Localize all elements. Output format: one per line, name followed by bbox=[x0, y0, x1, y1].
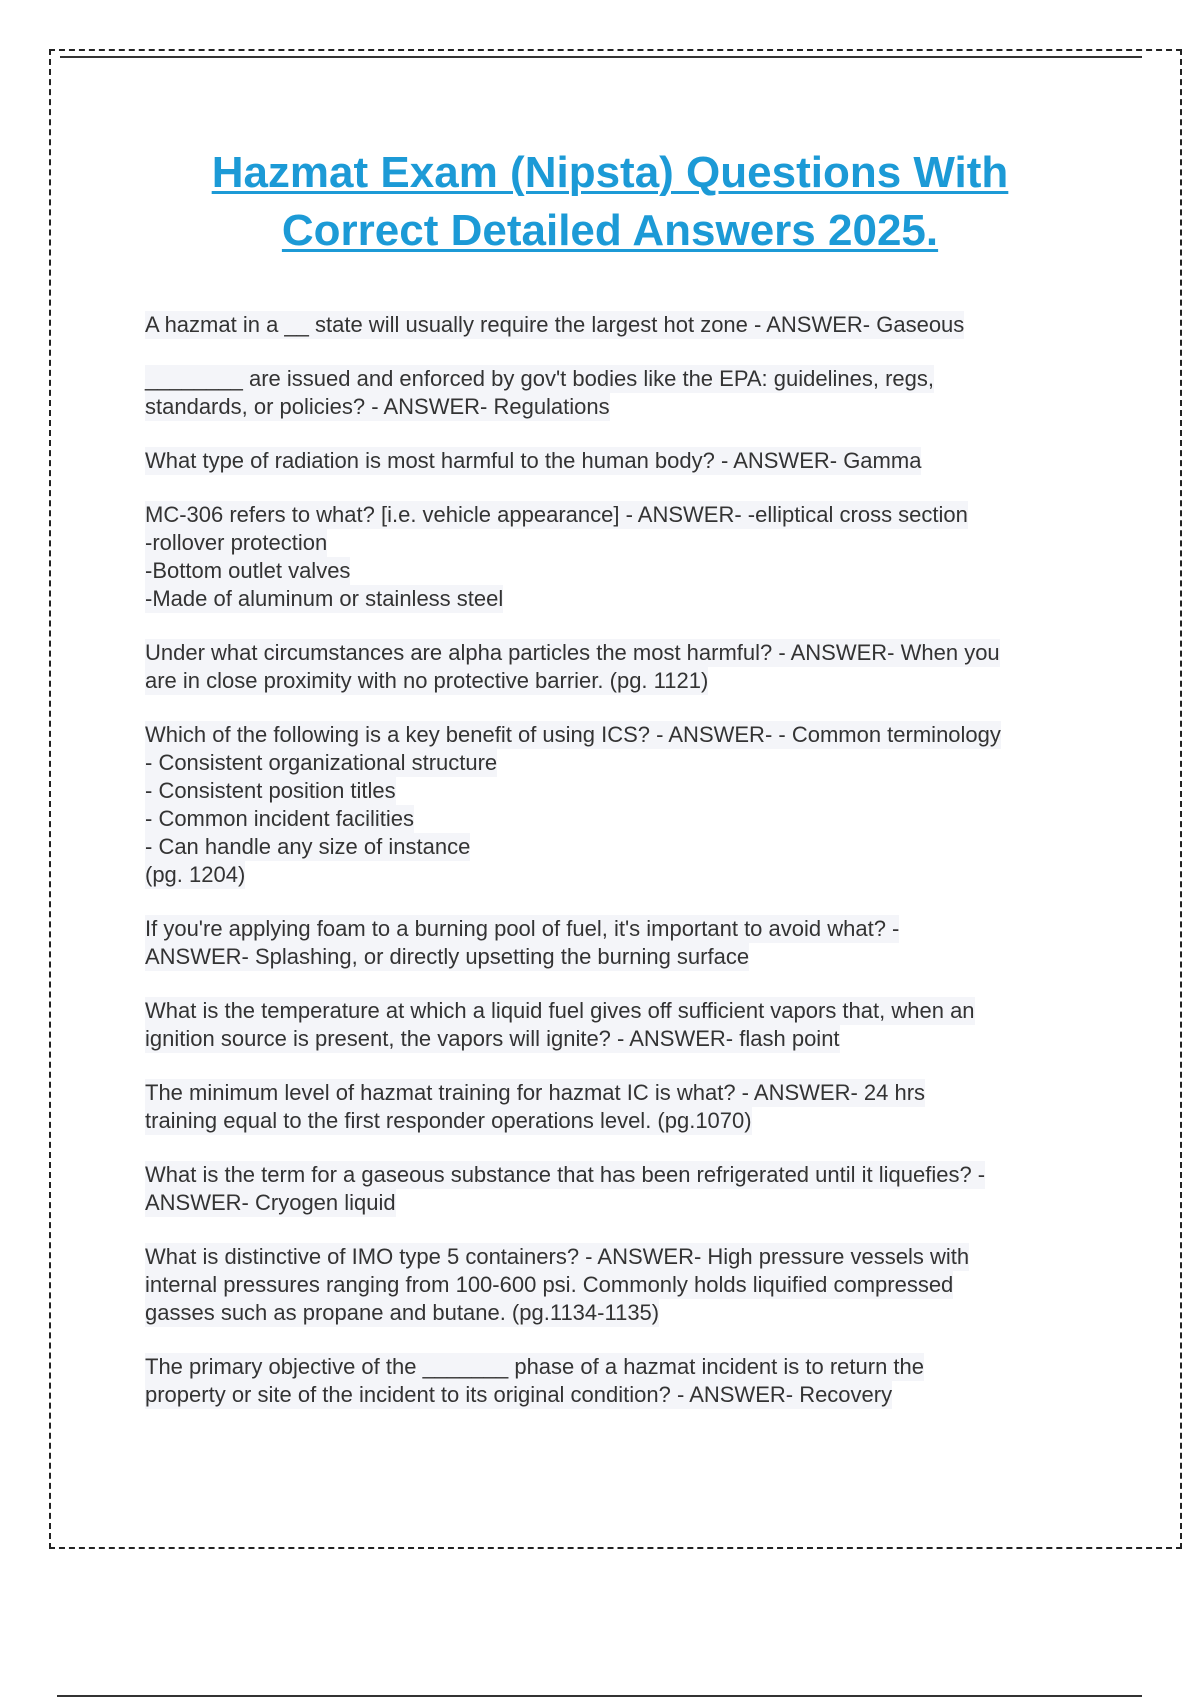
qa-line: - Common incident facilities bbox=[145, 806, 414, 831]
qa-item bbox=[145, 915, 1095, 971]
qa-line: What is the term for a gaseous substance that has been refrigerated until it liquefies? - bbox=[145, 1162, 986, 1187]
qa-item bbox=[145, 997, 1095, 1053]
qa-item bbox=[145, 311, 1095, 339]
qa-line: -Made of aluminum or stainless steel bbox=[145, 586, 504, 611]
qa-list bbox=[145, 311, 1095, 1435]
qa-item bbox=[145, 447, 1095, 475]
qa-item bbox=[145, 721, 1095, 889]
qa-line: (pg. 1204) bbox=[145, 862, 246, 887]
qa-line: standards, or policies? - ANSWER- Regulations bbox=[145, 394, 610, 419]
qa-line: A hazmat in a __ state will usually require the largest hot zone - ANSWER- Gaseous bbox=[145, 312, 965, 337]
qa-item bbox=[145, 365, 1095, 421]
qa-line: ignition source is present, the vapors will ignite? - ANSWER- flash point bbox=[145, 1026, 840, 1051]
qa-item bbox=[145, 1353, 1095, 1409]
title-line-2: Correct Detailed Answers 2025. bbox=[281, 206, 939, 255]
qa-item bbox=[145, 1079, 1095, 1135]
qa-line: - Consistent position titles bbox=[145, 778, 396, 803]
document-title bbox=[160, 144, 1060, 260]
qa-line: -rollover protection bbox=[145, 530, 328, 555]
qa-item bbox=[145, 1161, 1095, 1217]
qa-line: If you're applying foam to a burning pool of fuel, it's important to avoid what? - bbox=[145, 916, 900, 941]
qa-line: gasses such as propane and butane. (pg.1134-1135) bbox=[145, 1300, 660, 1325]
qa-line: Which of the following is a key benefit of using ICS? - ANSWER- - Common terminology bbox=[145, 722, 1001, 747]
qa-line: What type of radiation is most harmful to the human body? - ANSWER- Gamma bbox=[145, 448, 922, 473]
qa-line: What is distinctive of IMO type 5 containers? - ANSWER- High pressure vessels with bbox=[145, 1244, 970, 1269]
qa-line: MC-306 refers to what? [i.e. vehicle appearance] - ANSWER- -elliptical cross section bbox=[145, 502, 968, 527]
qa-line: What is the temperature at which a liquid fuel gives off sufficient vapors that, when an bbox=[145, 998, 975, 1023]
qa-item bbox=[145, 1243, 1095, 1327]
qa-line: ANSWER- Cryogen liquid bbox=[145, 1190, 396, 1215]
title-line-1: Hazmat Exam (Nipsta) Questions With bbox=[211, 148, 1009, 197]
qa-line: internal pressures ranging from 100-600 psi. Commonly holds liquified compressed bbox=[145, 1272, 954, 1297]
qa-line: The primary objective of the _______ phase of a hazmat incident is to return the bbox=[145, 1354, 925, 1379]
qa-line: ANSWER- Splashing, or directly upsetting the burning surface bbox=[145, 944, 750, 969]
qa-item bbox=[145, 639, 1095, 695]
qa-line: property or site of the incident to its original condition? - ANSWER- Recovery bbox=[145, 1382, 893, 1407]
qa-line: - Consistent organizational structure bbox=[145, 750, 498, 775]
qa-line: The minimum level of hazmat training for hazmat IC is what? - ANSWER- 24 hrs bbox=[145, 1080, 926, 1105]
qa-line: -Bottom outlet valves bbox=[145, 558, 351, 583]
qa-line: are in close proximity with no protective barrier. (pg. 1121) bbox=[145, 668, 709, 693]
qa-line: training equal to the first responder operations level. (pg.1070) bbox=[145, 1108, 752, 1133]
qa-line: - Can handle any size of instance bbox=[145, 834, 471, 859]
qa-line: Under what circumstances are alpha particles the most harmful? - ANSWER- When you bbox=[145, 640, 1000, 665]
qa-item bbox=[145, 501, 1095, 613]
bottom-rule bbox=[57, 1695, 1142, 1697]
qa-line: ________ are issued and enforced by gov't bodies like the EPA: guidelines, regs, bbox=[145, 366, 934, 391]
